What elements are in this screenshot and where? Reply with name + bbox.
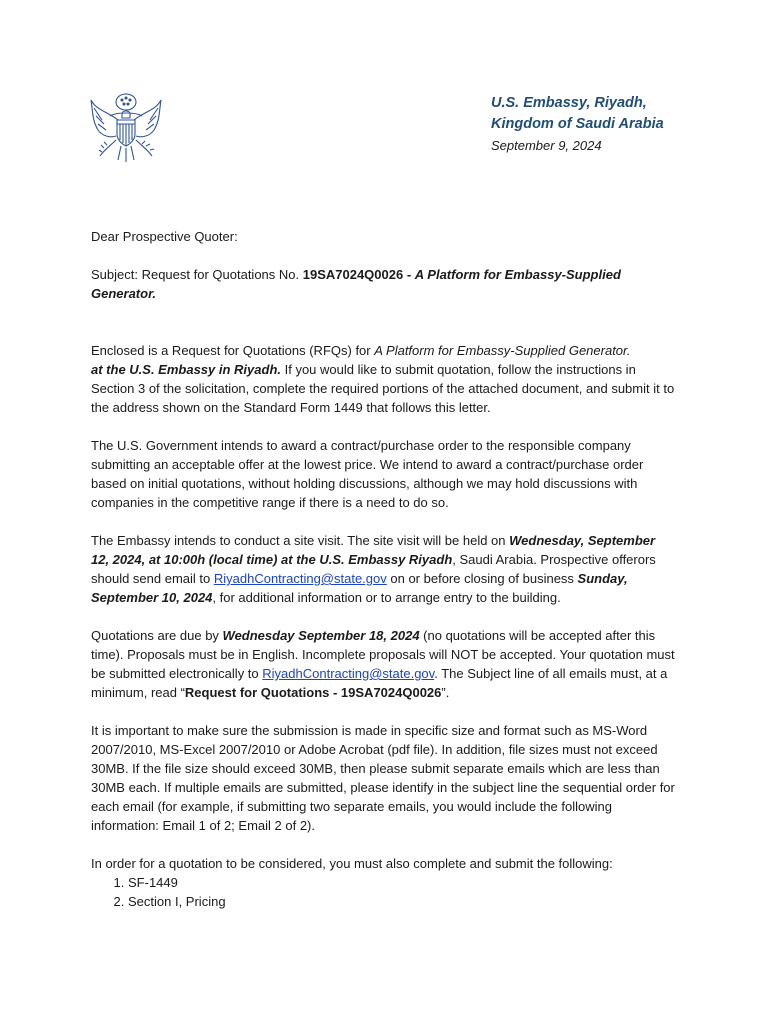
letter-date: September 9, 2024 [491, 138, 602, 153]
p3-text-4: , for additional information or to arrange entry to the building. [212, 590, 561, 605]
paragraph-award: The U.S. Government intends to award a contract/purchase order to the responsible company submitting an acceptable offer at the lowest price. We intend to award a contract/purchase order based on initial quotations, without holding discussions, although we may hold discussions with companies in the competitive range if there is a need to do so. [91, 438, 644, 510]
required-subject-line: Request for Quotations - 19SA7024Q0026 [184, 685, 442, 700]
p1-location: at the U.S. Embassy in Riyadh. [91, 362, 281, 377]
p4-text-2: (no quotations will be accepted after this time). Proposals must be in English. Incomplete proposals will NOT be accepted. Your quotation must be submitted electronically to [91, 628, 675, 681]
site-visit-datetime: Wednesday, September 12, 2024, at 10:00h (local time) at the U.S. Embassy Riyadh [91, 533, 656, 567]
letter-body [91, 227, 676, 911]
paragraph-due-date [91, 626, 676, 702]
p1-text: Enclosed is a Request for Quotations (RFQs) for [91, 343, 375, 358]
site-visit-deadline: Sunday, September 10, 2024 [91, 571, 628, 605]
p3-text-2: , Saudi Arabia. Prospective offerors should send email to [91, 552, 656, 586]
submission-email-link[interactable]: RiyadhContracting@state.gov [262, 666, 435, 681]
p3-text-3: on or before closing of business [386, 571, 578, 586]
list-item: 2. Section I, Pricing [128, 892, 676, 911]
great-seal-eagle-icon [88, 90, 164, 170]
paragraph-enclosure [91, 341, 676, 417]
subject-separator: - [403, 267, 415, 282]
rfq-title: A Platform for Embassy-Supplied Generator. [91, 267, 621, 301]
paragraph-file-format: It is important to make sure the submission is made in specific size and format such as MS-Word 2007/2010, MS-Excel 2007/2010 or Adobe Acrobat (pdf file). In addition, file sizes must not exceed 30MB. If the file size should exceed 30MB, then please submit separate emails which are less than 30MB each. If multiple emails are submitted, please identify in the subject line the sequential order for each email (for example, if submitting two separate emails, you would include the following information: Email 1 of 2; Email 2 of 2). [91, 723, 675, 833]
paragraph-site-visit [91, 531, 676, 607]
subject-line [91, 265, 676, 303]
p4-text: Quotations are due by [91, 628, 223, 643]
p3-text: The Embassy intends to conduct a site visit. The site visit will be held on [91, 533, 510, 548]
p1-instructions: If you would like to submit quotation, follow the instructions in Section 3 of the solicitation, complete the required portions of the attached document, and submit it to the address shown on the Standard Form 1449 that follows this letter. [91, 362, 675, 415]
embassy-name-line1: U.S. Embassy, Riyadh, [491, 95, 647, 111]
quotation-due-date: Wednesday September 18, 2024 [222, 628, 420, 643]
requirements-list [91, 873, 676, 911]
embassy-name-line2: Kingdom of Saudi Arabia [491, 116, 664, 132]
salutation: Dear Prospective Quoter: [91, 229, 238, 244]
p4-text-3: . The Subject line of all emails must, at a minimum, read “ [91, 666, 668, 700]
paragraph-requirements: In order for a quotation to be considered, you must also complete and submit the following: [91, 856, 613, 871]
subject-prefix: Subject: Request for Quotations No. [91, 267, 303, 282]
list-item: 1. SF-1449 [128, 873, 676, 892]
letterhead [491, 93, 741, 156]
p1-project: A Platform for Embassy-Supplied Generator. [374, 343, 631, 358]
rfq-number: 19SA7024Q0026 [302, 267, 404, 282]
p4-text-4: ”. [441, 685, 450, 700]
contracting-email-link[interactable]: RiyadhContracting@state.gov [213, 571, 387, 586]
